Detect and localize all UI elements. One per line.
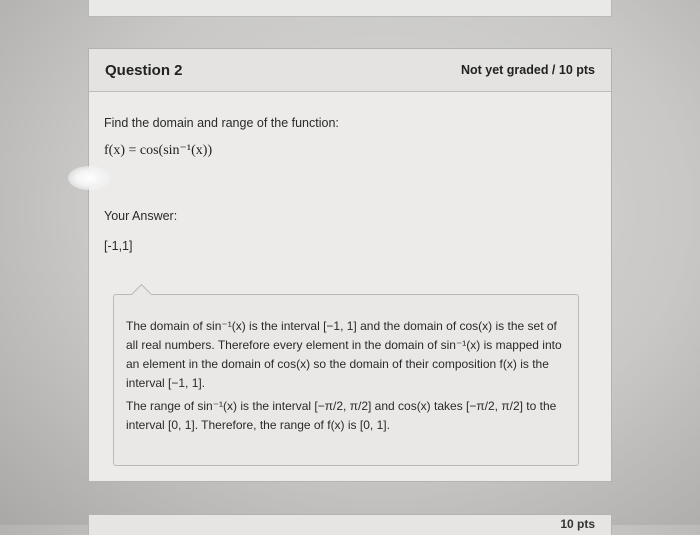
photo-glare — [68, 166, 110, 190]
answer-feedback-box — [113, 294, 579, 466]
question-card — [88, 48, 612, 482]
question-title: Question 2 — [105, 61, 183, 79]
your-answer-label: Your Answer: — [104, 209, 178, 223]
feedback-domain-paragraph: The domain of sin⁻¹(x) is the interval [−1, 1] and the domain of cos(x) is the set of all real numbers. Therefore every element in the domain of sin⁻¹(x) is mapped into an element in the domain of cos(x) so the domain of their composition f(x) is the interval [−1, 1]. — [126, 319, 562, 390]
your-answer-value: [-1,1] — [104, 239, 133, 253]
feedback-range-paragraph: The range of sin⁻¹(x) is the interval [−π/2, π/2] and cos(x) takes [−π/2, π/2] to the interval [0, 1]. Therefore, the range of f(x) is [0, 1]. — [126, 399, 557, 432]
previous-question-card — [88, 0, 612, 17]
question-formula: f(x) = cos(sin⁻¹(x)) — [104, 143, 213, 158]
grade-status: Not yet graded / 10 pts — [460, 63, 595, 77]
question-header — [89, 49, 611, 92]
feedback-pointer — [131, 284, 152, 305]
question-prompt: Find the domain and range of the function: — [104, 116, 339, 130]
next-grade-status: 10 pts — [560, 517, 595, 531]
feedback-text — [126, 317, 572, 439]
